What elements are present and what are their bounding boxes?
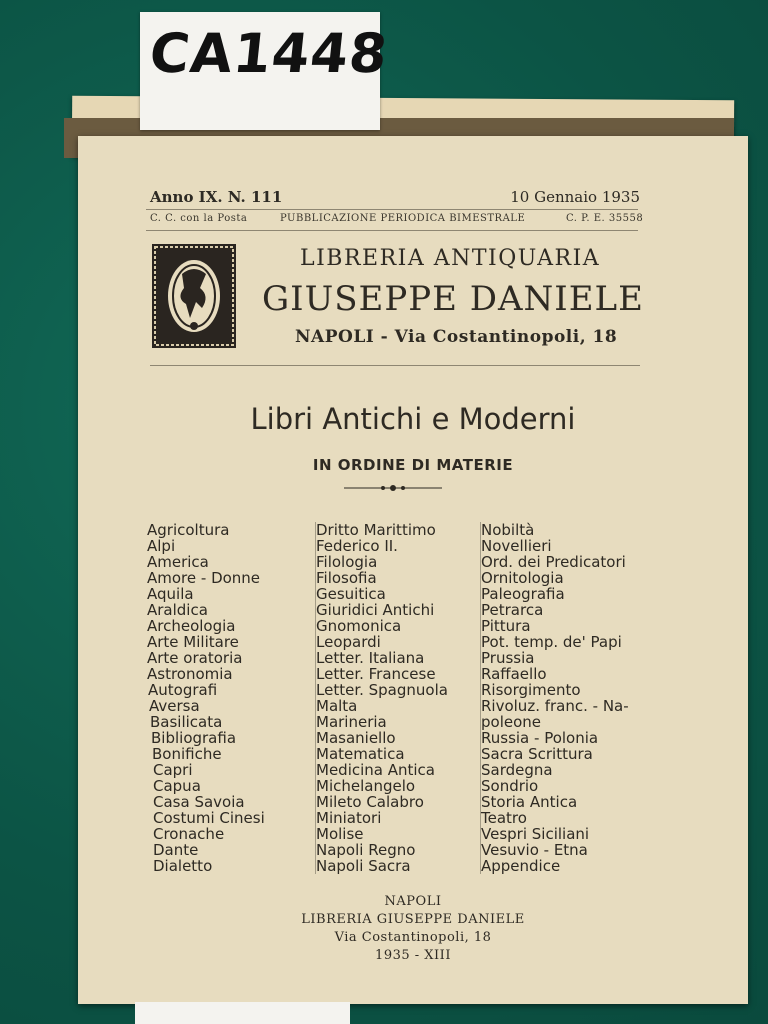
subject-item: Amore - Donne (147, 569, 261, 587)
subject-item: Rivoluz. franc. - Na- (481, 697, 629, 715)
subject-item: Aquila (147, 585, 194, 603)
subject-item: Dritto Marittimo (316, 521, 436, 539)
postal-note: C. C. con la Posta (150, 213, 248, 224)
subject-item: Letter. Spagnuola (316, 681, 448, 699)
subject-item: Capri (153, 761, 193, 779)
subject-item: Federico II. (316, 537, 398, 555)
divider (146, 209, 638, 210)
subject-item: poleone (481, 713, 542, 731)
subject-item: Autografi (148, 681, 218, 699)
subject-item: Aversa (149, 697, 200, 715)
subject-item: Gnomonica (316, 617, 402, 635)
subject-item: Michelangelo (316, 777, 416, 795)
subject-item: Cronache (153, 825, 225, 843)
subject-item: Costumi Cinesi (153, 809, 265, 827)
subject-item: Bonifiche (152, 745, 222, 763)
subject-item: Petrarca (481, 601, 544, 619)
subject-item: Molise (316, 825, 364, 843)
subject-item: Letter. Italiana (316, 649, 425, 667)
catalogue-subtitle: IN ORDINE DI MATERIE (312, 456, 514, 474)
bookseller-heading: LIBRERIA ANTIQUARIA (300, 246, 601, 271)
issue-number: Anno IX. N. 111 (150, 188, 283, 206)
subject-item: Sondrio (481, 777, 539, 795)
subject-item: Arte oratoria (147, 649, 243, 667)
subject-column-1 (147, 522, 265, 874)
subject-item: Storia Antica (481, 793, 578, 811)
subject-item: Dante (153, 841, 199, 859)
subject-item: Medicina Antica (316, 761, 435, 779)
subject-item: Marineria (316, 713, 387, 731)
footer-publisher: LIBRERIA GIUSEPPE DANIELE (301, 912, 525, 927)
subject-item: Novellieri (481, 537, 552, 555)
subject-item: Miniatori (316, 809, 382, 827)
subject-item: Vespri Siciliani (481, 825, 590, 843)
subject-item: Pot. temp. de' Papi (481, 633, 622, 651)
footer-city: NAPOLI (384, 894, 442, 909)
subject-item: Letter. Francese (316, 665, 436, 683)
catalogue-cover (78, 136, 748, 1004)
divider (150, 365, 640, 366)
divider (146, 230, 638, 231)
ornament (344, 483, 442, 493)
footer-address: Via Costantinopoli, 18 (334, 930, 492, 945)
subject-item: Filosofia (316, 569, 377, 587)
publication-note: PUBBLICAZIONE PERIODICA BIMESTRALE (280, 213, 526, 224)
subject-item: Matematica (316, 745, 405, 763)
subject-item: Napoli Regno (316, 841, 416, 859)
subject-item: Mileto Calabro (316, 793, 424, 811)
issue-date: 10 Gennaio 1935 (510, 188, 640, 206)
sticker-strip (135, 1002, 350, 1024)
cpe-note: C. P. E. 35558 (566, 213, 644, 224)
subject-item: Prussia (481, 649, 535, 667)
subject-item: Arte Militare (147, 633, 239, 651)
bookseller-name: GIUSEPPE DANIELE (262, 279, 644, 319)
subject-item: Russia - Polonia (481, 729, 599, 747)
subject-item: Teatro (481, 809, 527, 827)
subject-item: Ornitologia (481, 569, 564, 587)
subject-item: Araldica (147, 601, 208, 619)
subject-item: Pittura (481, 617, 531, 635)
inventory-sticker (140, 12, 392, 130)
subject-item: Bibliografia (151, 729, 237, 747)
subject-item: America (147, 553, 209, 571)
sticker-label: CA1448 (146, 22, 392, 85)
subject-item: Archeologia (147, 617, 236, 635)
subject-item: Filologia (316, 553, 378, 571)
subject-item: Raffaello (481, 665, 547, 683)
catalogue-title: Libri Antichi e Moderni (250, 402, 576, 436)
subject-column-2 (315, 522, 448, 874)
bookseller-address: NAPOLI - Via Costantinopoli, 18 (295, 327, 618, 347)
subject-item: Alpi (147, 537, 176, 555)
subject-item: Basilicata (150, 713, 223, 731)
subject-item: Giuridici Antichi (316, 601, 435, 619)
subject-item: Capua (153, 777, 201, 795)
subject-item: Dialetto (153, 857, 213, 875)
subject-item: Gesuitica (316, 585, 386, 603)
subject-item: Ord. dei Predicatori (481, 553, 626, 571)
subject-item: Sardegna (481, 761, 553, 779)
subject-item: Malta (316, 697, 358, 715)
subject-item: Sacra Scrittura (481, 745, 593, 763)
subject-item: Paleografia (481, 585, 565, 603)
subject-item: Napoli Sacra (316, 857, 411, 875)
subject-item: Astronomia (147, 665, 233, 683)
footer-year: 1935 - XIII (375, 948, 451, 963)
subject-item: Casa Savoia (153, 793, 245, 811)
subject-item: Agricoltura (147, 521, 230, 539)
subject-item: Masaniello (316, 729, 396, 747)
subject-item: Leopardi (316, 633, 381, 651)
subject-item: Nobiltà (481, 521, 535, 539)
printer-device-icon (152, 244, 236, 348)
subject-item: Appendice (481, 857, 561, 875)
subject-item: Risorgimento (481, 681, 581, 699)
subject-item: Vesuvio - Etna (481, 841, 588, 859)
subject-column-3 (480, 522, 629, 874)
